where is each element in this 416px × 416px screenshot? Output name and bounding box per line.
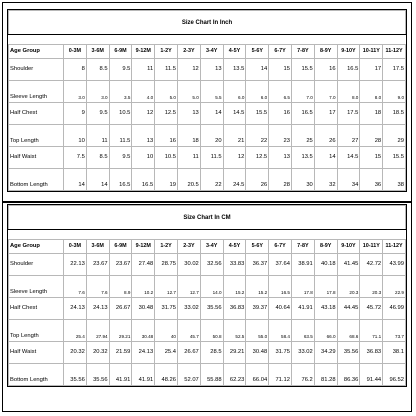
table-cell: 8.0 xyxy=(337,81,360,103)
table-cell: 27.48 xyxy=(132,254,155,276)
table-cell: 15.2 xyxy=(246,276,269,298)
table-cell: 25.4 xyxy=(155,342,178,364)
table-cell: 81.28 xyxy=(314,364,337,386)
size-header: 3-4Y xyxy=(200,45,223,59)
table-cell: 35.56 xyxy=(86,364,109,386)
table-cell: 19 xyxy=(155,169,178,191)
size-header: 7-8Y xyxy=(291,240,314,254)
table-cell: 9.5 xyxy=(109,59,132,81)
table-cell: 14 xyxy=(314,147,337,169)
table-cell: 8.5 xyxy=(86,59,109,81)
table-cell: 17.8 xyxy=(291,276,314,298)
blank-row xyxy=(9,230,406,240)
blank-row xyxy=(9,35,406,45)
size-header: 9-10Y xyxy=(337,45,360,59)
table-cell: 46.99 xyxy=(383,298,406,320)
table-cell: 41.91 xyxy=(132,364,155,386)
table-cell: 15.5 xyxy=(291,59,314,81)
table-cell: 26 xyxy=(246,169,269,191)
table-row xyxy=(9,364,406,386)
table-cell: 41.91 xyxy=(109,364,132,386)
cm-table-title: Size Chart In CM xyxy=(9,206,406,230)
table-cell: 24.5 xyxy=(223,169,246,191)
table-cell: 7.6 xyxy=(86,276,109,298)
table-cell: 21 xyxy=(223,125,246,147)
table-row xyxy=(9,81,406,103)
table-cell: 36.83 xyxy=(360,342,383,364)
table-cell: 33.02 xyxy=(177,298,200,320)
size-header: 0-3M xyxy=(64,240,87,254)
row-label: Top Length xyxy=(9,320,64,342)
table-cell: 35.56 xyxy=(337,342,360,364)
table-cell: 13 xyxy=(132,125,155,147)
table-cell: 15.2 xyxy=(223,276,246,298)
table-cell: 30.02 xyxy=(177,254,200,276)
table-cell: 12.7 xyxy=(177,276,200,298)
table-cell: 11 xyxy=(132,59,155,81)
table-cell: 14 xyxy=(86,169,109,191)
table-cell: 55.0 xyxy=(246,320,269,342)
row-label: Half Waist xyxy=(9,147,64,169)
table-cell: 10 xyxy=(132,147,155,169)
table-cell: 3.5 xyxy=(109,81,132,103)
table-cell: 26 xyxy=(314,125,337,147)
size-header: 6-7Y xyxy=(269,45,292,59)
table-cell: 18 xyxy=(177,125,200,147)
size-header: 9-10Y xyxy=(337,240,360,254)
row-label: Half Chest xyxy=(9,103,64,125)
table-cell: 43.18 xyxy=(314,298,337,320)
size-header: 6-9M xyxy=(109,240,132,254)
table-cell: 30.48 xyxy=(132,298,155,320)
table-cell: 6.5 xyxy=(269,81,292,103)
table-cell: 4.0 xyxy=(132,81,155,103)
table-cell: 15 xyxy=(269,59,292,81)
table-cell: 20.3 xyxy=(360,276,383,298)
table-cell: 9.0 xyxy=(383,81,406,103)
size-header: 9-12M xyxy=(132,240,155,254)
table-cell: 26.67 xyxy=(109,298,132,320)
table-cell: 6.0 xyxy=(223,81,246,103)
table-cell: 58.4 xyxy=(269,320,292,342)
table-cell: 33.83 xyxy=(223,254,246,276)
table-cell: 29.21 xyxy=(109,320,132,342)
table-cell: 40 xyxy=(155,320,178,342)
size-header: 4-5Y xyxy=(223,45,246,59)
table-cell: 50.8 xyxy=(200,320,223,342)
table-cell: 5.0 xyxy=(177,81,200,103)
table-cell: 96.52 xyxy=(383,364,406,386)
size-header: 3-6M xyxy=(86,240,109,254)
size-header: 2-3Y xyxy=(177,240,200,254)
table-cell: 35.56 xyxy=(64,364,87,386)
table-cell: 31.75 xyxy=(269,342,292,364)
table-cell: 37.64 xyxy=(269,254,292,276)
table-cell: 41.45 xyxy=(337,254,360,276)
table-cell: 22 xyxy=(246,125,269,147)
size-header: 9-12M xyxy=(132,45,155,59)
size-header: 6-9M xyxy=(109,45,132,59)
table-cell: 24.13 xyxy=(86,298,109,320)
table-cell: 14 xyxy=(64,169,87,191)
table-cell: 45.72 xyxy=(360,298,383,320)
size-header: 5-6Y xyxy=(246,240,269,254)
table-cell: 13 xyxy=(269,147,292,169)
table-cell: 42.72 xyxy=(360,254,383,276)
table-cell: 14.0 xyxy=(200,276,223,298)
inch-table-title: Size Chart In Inch xyxy=(9,11,406,35)
row-label: Shoulder xyxy=(9,59,64,81)
size-header: 11-12Y xyxy=(383,240,406,254)
table-cell: 9 xyxy=(64,103,87,125)
size-header: 1-2Y xyxy=(155,240,178,254)
table-row xyxy=(9,125,406,147)
table-cell: 13 xyxy=(177,103,200,125)
size-header: 0-3M xyxy=(64,45,87,59)
table-cell: 8.0 xyxy=(360,81,383,103)
row-label: Sleeve Length xyxy=(9,81,64,103)
table-cell: 62.23 xyxy=(223,364,246,386)
table-cell: 5.5 xyxy=(200,81,223,103)
table-cell: 66.0 xyxy=(314,320,337,342)
table-cell: 7.0 xyxy=(291,81,314,103)
size-header: 8-9Y xyxy=(314,240,337,254)
table-cell: 32 xyxy=(314,169,337,191)
table-cell: 15 xyxy=(360,147,383,169)
row-label: Shoulder xyxy=(9,254,64,276)
table-cell: 30.48 xyxy=(132,320,155,342)
table-cell: 40.18 xyxy=(314,254,337,276)
table-cell: 7.6 xyxy=(64,276,87,298)
table-row xyxy=(9,320,406,342)
table-cell: 22.9 xyxy=(383,276,406,298)
table-cell: 36 xyxy=(360,169,383,191)
table-cell: 73.7 xyxy=(383,320,406,342)
table-cell: 23.67 xyxy=(109,254,132,276)
table-cell: 22.13 xyxy=(64,254,87,276)
table-cell: 39.37 xyxy=(246,298,269,320)
table-cell: 10.5 xyxy=(109,103,132,125)
table-cell: 23.67 xyxy=(86,254,109,276)
table-cell: 8.5 xyxy=(86,147,109,169)
table-cell: 7.5 xyxy=(64,147,87,169)
table-cell: 11.5 xyxy=(200,147,223,169)
table-cell: 16 xyxy=(155,125,178,147)
table-cell: 12.5 xyxy=(155,103,178,125)
table-cell: 22 xyxy=(200,169,223,191)
row-label: Bottom Length xyxy=(9,169,64,191)
table-cell: 28 xyxy=(360,125,383,147)
table-cell: 12.5 xyxy=(246,147,269,169)
size-header: 1-2Y xyxy=(155,45,178,59)
table-cell: 86.36 xyxy=(337,364,360,386)
table-cell: 15.5 xyxy=(246,103,269,125)
table-row xyxy=(9,147,406,169)
table-cell: 26.67 xyxy=(177,342,200,364)
table-cell: 10 xyxy=(64,125,87,147)
row-label: Bottom Length xyxy=(9,364,64,386)
table-cell: 17.8 xyxy=(314,276,337,298)
table-cell: 20 xyxy=(200,125,223,147)
size-header: 8-9Y xyxy=(314,45,337,59)
table-cell: 16.5 xyxy=(291,103,314,125)
table-cell: 12 xyxy=(177,59,200,81)
table-cell: 13 xyxy=(200,59,223,81)
table-cell: 52.5 xyxy=(223,320,246,342)
table-cell: 71.1 xyxy=(360,320,383,342)
table-cell: 38 xyxy=(383,169,406,191)
table-cell: 3.0 xyxy=(64,81,87,103)
table-cell: 25.4 xyxy=(64,320,87,342)
table-cell: 71.12 xyxy=(269,364,292,386)
table-row xyxy=(9,59,406,81)
table-cell: 20.5 xyxy=(177,169,200,191)
table-cell: 29.21 xyxy=(223,342,246,364)
table-cell: 55.88 xyxy=(200,364,223,386)
table-cell: 33.02 xyxy=(291,342,314,364)
table-row xyxy=(9,254,406,276)
table-cell: 7.0 xyxy=(314,81,337,103)
table-cell: 8 xyxy=(64,59,87,81)
table-cell: 14 xyxy=(246,59,269,81)
row-label: Half Chest xyxy=(9,298,64,320)
table-cell: 11 xyxy=(177,147,200,169)
table-cell: 36.37 xyxy=(246,254,269,276)
row-label: Half Waist xyxy=(9,342,64,364)
inch-size-table xyxy=(7,9,407,192)
table-cell: 63.5 xyxy=(291,320,314,342)
table-row xyxy=(9,103,406,125)
table-cell: 3.0 xyxy=(86,81,109,103)
table-cell: 16.5 xyxy=(337,59,360,81)
table-cell: 91.44 xyxy=(360,364,383,386)
row-label: Sleeve Length xyxy=(9,276,64,298)
table-cell: 8.9 xyxy=(109,276,132,298)
table-cell: 44.45 xyxy=(337,298,360,320)
table-cell: 14.5 xyxy=(337,147,360,169)
table-cell: 45.7 xyxy=(177,320,200,342)
size-header: 4-5Y xyxy=(223,240,246,254)
table-row xyxy=(9,298,406,320)
table-cell: 25 xyxy=(291,125,314,147)
table-cell: 76.2 xyxy=(291,364,314,386)
table-cell: 24.13 xyxy=(64,298,87,320)
table-cell: 36.83 xyxy=(223,298,246,320)
size-header: 3-4Y xyxy=(200,240,223,254)
table-cell: 11.5 xyxy=(155,59,178,81)
table-row xyxy=(9,276,406,298)
table-cell: 16.5 xyxy=(132,169,155,191)
table-cell: 32.56 xyxy=(200,254,223,276)
table-cell: 9.5 xyxy=(109,147,132,169)
table-cell: 20.32 xyxy=(86,342,109,364)
table-cell: 14.5 xyxy=(223,103,246,125)
spreadsheet xyxy=(2,2,412,412)
table-cell: 12.7 xyxy=(155,276,178,298)
size-header: 2-3Y xyxy=(177,45,200,59)
table-cell: 38.1 xyxy=(383,342,406,364)
table-cell: 24.13 xyxy=(132,342,155,364)
table-cell: 16.5 xyxy=(269,276,292,298)
table-cell: 34.29 xyxy=(314,342,337,364)
table-cell: 14 xyxy=(200,103,223,125)
table-cell: 13.5 xyxy=(223,59,246,81)
table-cell: 13.5 xyxy=(291,147,314,169)
table-cell: 16 xyxy=(314,59,337,81)
table-cell: 17.5 xyxy=(383,59,406,81)
size-header: 6-7Y xyxy=(269,240,292,254)
table-cell: 11 xyxy=(86,125,109,147)
table-cell: 41.91 xyxy=(291,298,314,320)
table-cell: 28 xyxy=(269,169,292,191)
age-group-header: Age Group xyxy=(9,45,64,59)
table-cell: 43.99 xyxy=(383,254,406,276)
table-row xyxy=(9,169,406,191)
table-cell: 12 xyxy=(223,147,246,169)
table-cell: 16.5 xyxy=(109,169,132,191)
table-cell: 11.5 xyxy=(109,125,132,147)
table-cell: 66.04 xyxy=(246,364,269,386)
row-label: Top Length xyxy=(9,125,64,147)
table-cell: 21.59 xyxy=(109,342,132,364)
table-cell: 17 xyxy=(360,59,383,81)
table-cell: 27 xyxy=(337,125,360,147)
table-cell: 17 xyxy=(314,103,337,125)
table-cell: 17.5 xyxy=(337,103,360,125)
age-group-header: Age Group xyxy=(9,240,64,254)
table-cell: 12 xyxy=(132,103,155,125)
section-divider xyxy=(3,201,411,203)
size-header: 10-11Y xyxy=(360,45,383,59)
table-cell: 40.64 xyxy=(269,298,292,320)
table-cell: 20.3 xyxy=(337,276,360,298)
table-cell: 30.48 xyxy=(246,342,269,364)
table-cell: 28.5 xyxy=(200,342,223,364)
table-cell: 23 xyxy=(269,125,292,147)
table-cell: 10.2 xyxy=(132,276,155,298)
table-cell: 20.32 xyxy=(64,342,87,364)
table-cell: 30 xyxy=(291,169,314,191)
table-cell: 18 xyxy=(360,103,383,125)
table-row xyxy=(9,342,406,364)
size-header: 3-6M xyxy=(86,45,109,59)
cm-size-table xyxy=(7,204,407,387)
table-cell: 10.5 xyxy=(155,147,178,169)
table-cell: 6.0 xyxy=(246,81,269,103)
table-cell: 38.91 xyxy=(291,254,314,276)
table-cell: 29 xyxy=(383,125,406,147)
size-header: 7-8Y xyxy=(291,45,314,59)
table-cell: 28.75 xyxy=(155,254,178,276)
size-header: 5-6Y xyxy=(246,45,269,59)
table-cell: 68.6 xyxy=(337,320,360,342)
size-header: 10-11Y xyxy=(360,240,383,254)
table-cell: 16 xyxy=(269,103,292,125)
table-cell: 35.56 xyxy=(200,298,223,320)
table-cell: 31.75 xyxy=(155,298,178,320)
table-cell: 15.5 xyxy=(383,147,406,169)
table-cell: 34 xyxy=(337,169,360,191)
table-cell: 48.26 xyxy=(155,364,178,386)
table-cell: 52.07 xyxy=(177,364,200,386)
size-header: 11-12Y xyxy=(383,45,406,59)
table-cell: 27.94 xyxy=(86,320,109,342)
table-cell: 18.5 xyxy=(383,103,406,125)
table-cell: 5.0 xyxy=(155,81,178,103)
table-cell: 9.5 xyxy=(86,103,109,125)
